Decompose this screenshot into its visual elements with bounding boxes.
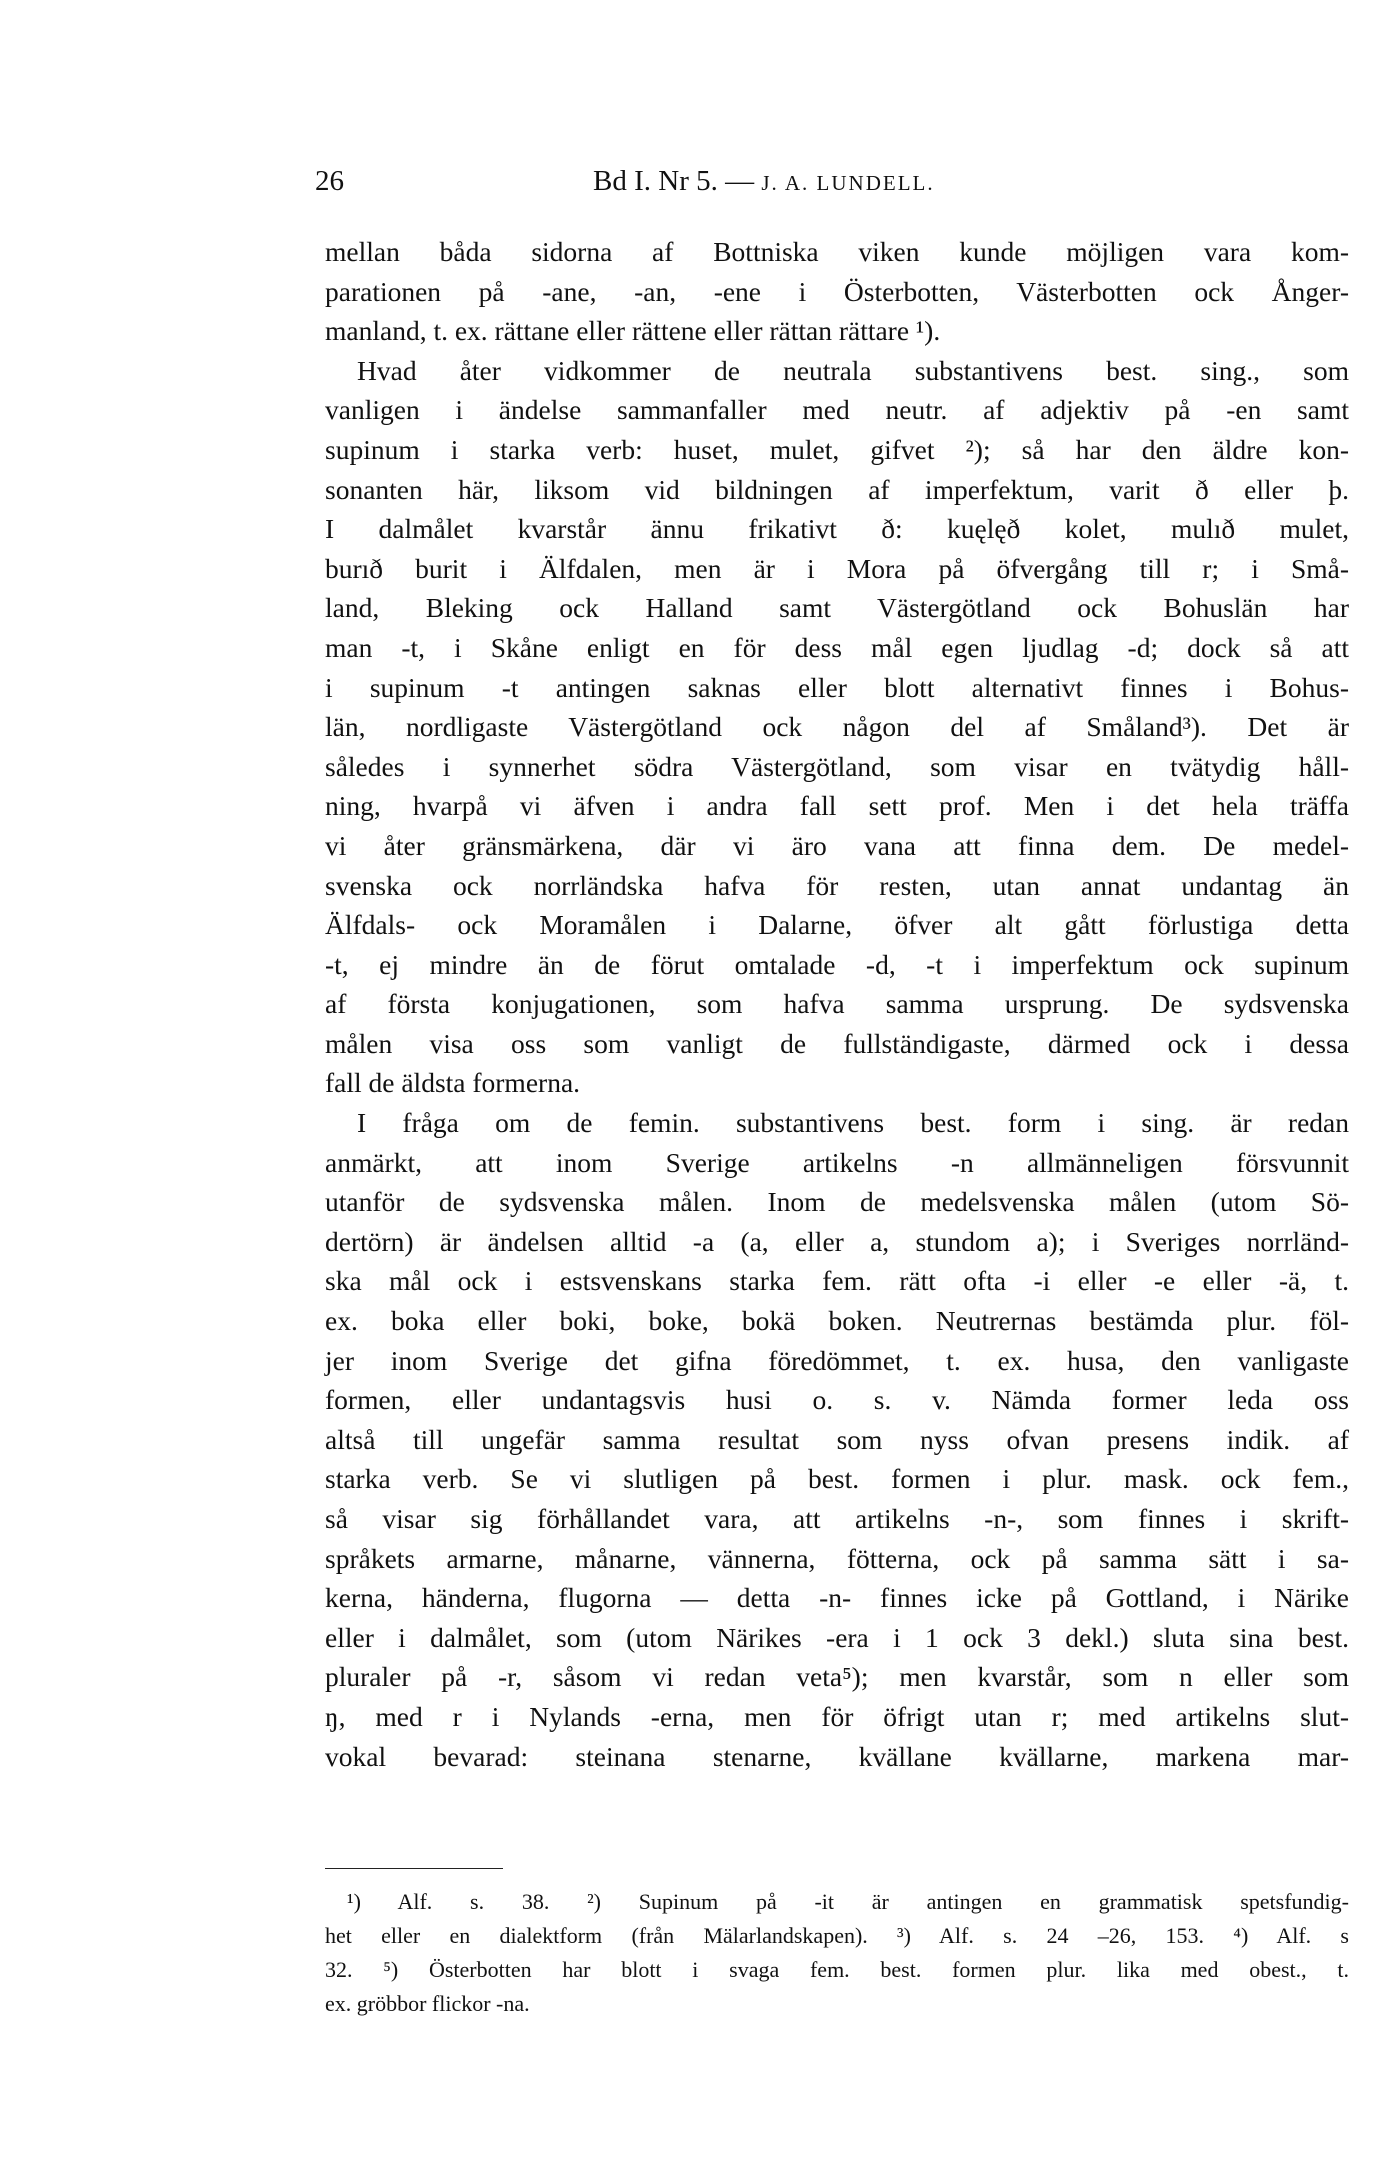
footnote-line: het eller en dialektform (från Mälarlandskapen). ³) Alf. s. 24 –26, 153. ⁴) Alf. s — [325, 1923, 1349, 1948]
text-line: fall de äldsta formerna. — [325, 1067, 581, 1099]
header-title — [593, 165, 935, 198]
text-line: burıð burit i Älfdalen, men är i Mora på öfvergång till r; i Små- — [325, 552, 1349, 584]
text-line: starka verb. Se vi slutligen på best. formen i plur. mask. ock fem., — [325, 1463, 1349, 1495]
footnote-divider — [325, 1868, 503, 1869]
text-line: vokal bevarad: steinana stenarne, kvällane kvällarne, markena mar- — [325, 1740, 1349, 1772]
text-line: ex. boka eller boki, boke, bokä boken. Neutrernas bestämda plur. föl- — [325, 1305, 1349, 1337]
text-line: manland, t. ex. rättane eller rättene eller rättan rättare ¹). — [325, 315, 941, 347]
text-line: ning, hvarpå vi äfven i andra fall sett prof. Men i det hela träffa — [325, 790, 1349, 822]
text-line: -t, ej mindre än de förut omtalade -d, -t i imperfektum ock supinum — [325, 948, 1349, 980]
text-line: län, nordligaste Västergötland ock någon del af Småland³). Det är — [325, 711, 1349, 743]
text-line: mellan båda sidorna af Bottniska viken kunde möjligen vara kom- — [325, 236, 1349, 267]
footnotes — [325, 1885, 1349, 2021]
text-line: af första konjugationen, som hafva samma ursprung. De sydsvenska — [325, 988, 1349, 1020]
text-line: eller i dalmålet, som (utom Närikes -era i 1 ock 3 dekl.) sluta sina best. — [325, 1621, 1349, 1653]
text-line: sonanten här, liksom vid bildningen af imperfektum, varit ð eller þ. — [325, 473, 1349, 505]
text-line: parationen på -ane, -an, -ene i Österbotten, Västerbotten ock Ånger- — [325, 275, 1349, 307]
text-line: Hvad åter vidkommer de neutrala substantivens best. sing., som — [357, 354, 1349, 386]
text-line: målen visa oss som vanligt de fullständigaste, därmed ock i dessa — [325, 1027, 1349, 1059]
text-line: vi åter gränsmärkena, där vi äro vana att finna dem. De medel- — [325, 829, 1349, 861]
text-line: pluraler på -r, såsom vi redan veta⁵); men kvarstår, som n eller som — [325, 1661, 1349, 1693]
footnote-line: ex. gröbbor flickor -na. — [325, 1991, 530, 2016]
text-line: formen, eller undantagsvis husi o. s. v. Nämda former leda oss — [325, 1384, 1349, 1416]
text-line: man -t, i Skåne enligt en för dess mål egen ljudlag -d; dock så att — [325, 631, 1349, 663]
running-header — [315, 165, 1345, 205]
text-line: svenska ock norrländska hafva för resten, utan annat undantag än — [325, 869, 1349, 901]
body-text — [325, 232, 1349, 1776]
text-line: ŋ, med r i Nylands -erna, men för öfrigt utan r; med artikelns slut- — [325, 1700, 1349, 1732]
text-line: Älfdals- ock Moramålen i Dalarne, öfver alt gått förlustiga detta — [325, 909, 1349, 941]
text-line: kerna, händerna, flugorna — detta -n- finnes icke på Gottland, i Närike — [325, 1582, 1349, 1614]
footnote-line: ¹) Alf. s. 38. ²) Supinum på -it är antingen en grammatisk spetsfundig- — [347, 1889, 1349, 1914]
text-line: ska mål ock i estsvenskans starka fem. rätt ofta -i eller -e eller -ä, t. — [325, 1265, 1349, 1297]
text-line: altså till ungefär samma resultat som nyss ofvan presens indik. af — [325, 1423, 1349, 1455]
text-line: I dalmålet kvarstår ännu frikativt ð: kuęlęð kolet, mulıð mulet, — [325, 513, 1349, 545]
footnote-line: 32. ⁵) Österbotten har blott i svaga fem. best. formen plur. lika med obest., t. — [325, 1957, 1349, 1982]
text-line: jer inom Sverige det gifna föredömmet, t. ex. husa, den vanligaste — [325, 1344, 1349, 1376]
page-number: 26 — [315, 165, 344, 197]
text-line: anmärkt, att inom Sverige artikelns -n allmänneligen försvunnit — [325, 1146, 1349, 1178]
text-line: I fråga om de femin. substantivens best. form i sing. är redan — [357, 1107, 1349, 1139]
text-line: dertörn) är ändelsen alltid -a (a, eller a, stundom a); i Sveriges norrländ- — [325, 1225, 1349, 1257]
text-line: i supinum -t antingen saknas eller blott alternativt finnes i Bohus- — [325, 671, 1349, 703]
series-label: Bd I. Nr 5. — — [593, 165, 755, 197]
author-name: J. A. LUNDELL. — [761, 171, 935, 195]
text-line: vanligen i ändelse sammanfaller med neutr. af adjektiv på -en samt — [325, 394, 1349, 426]
text-line: supinum i starka verb: huset, mulet, gifvet ²); så har den äldre kon- — [325, 433, 1349, 465]
text-line: språkets armarne, månarne, vännerna, fötterna, ock på samma sätt i sa- — [325, 1542, 1349, 1574]
text-line: utanför de sydsvenska målen. Inom de medelsvenska målen (utom Sö- — [325, 1186, 1349, 1218]
text-line: så visar sig förhållandet vara, att artikelns -n-, som finnes i skrift- — [325, 1503, 1349, 1534]
text-line: således i synnerhet södra Västergötland, som visar en tvätydig håll- — [325, 750, 1349, 782]
text-line: land, Bleking ock Halland samt Västergötland ock Bohuslän har — [325, 592, 1349, 624]
